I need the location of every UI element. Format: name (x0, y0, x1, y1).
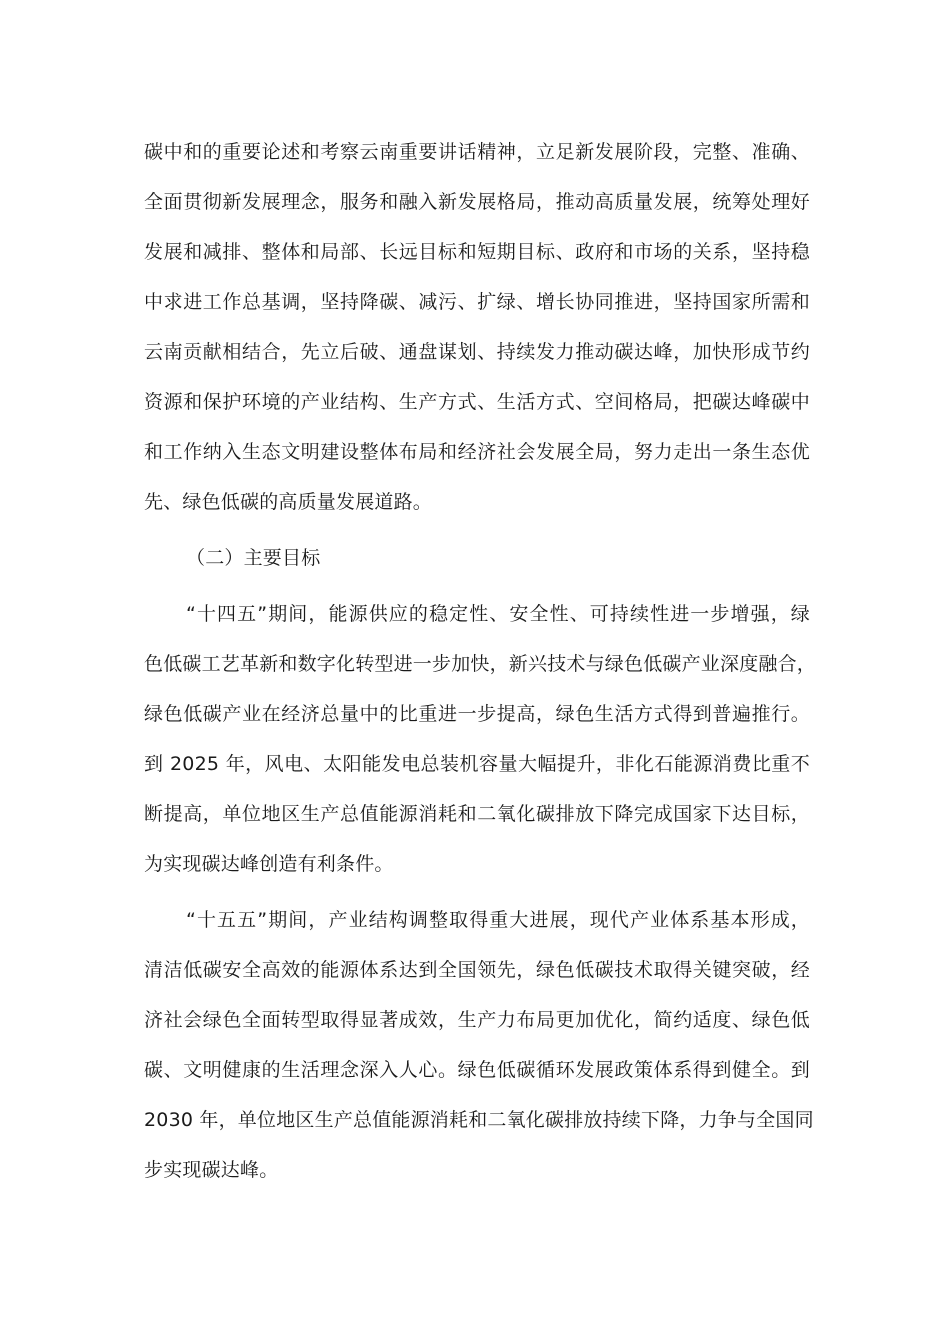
paragraph-line: 济社会绿色全面转型取得显著成效，生产力布局更加优化，简约适度、绿色低 (144, 1009, 810, 1031)
paragraph-line: “十五五”期间，产业结构调整取得重大进展，现代产业体系基本形成， (186, 909, 810, 931)
paragraph-guiding-thought (144, 132, 810, 532)
paragraph-14th-five-year (144, 594, 817, 894)
paragraph-line: 资源和保护环境的产业结构、生产方式、生活方式、空间格局，把碳达峰碳中 (144, 391, 810, 413)
paragraph-line: 全面贯彻新发展理念，服务和融入新发展格局，推动高质量发展，统筹处理好 (144, 191, 810, 213)
paragraph-line: 先、绿色低碳的高质量发展道路。 (144, 491, 433, 513)
paragraph-line: 发展和减排、整体和局部、长远目标和短期目标、政府和市场的关系，坚持稳 (144, 241, 810, 263)
paragraph-line: 绿色低碳产业在经济总量中的比重进一步提高，绿色生活方式得到普遍推行。 (144, 703, 810, 725)
paragraph-line: 为实现碳达峰创造有利条件。 (144, 853, 394, 875)
paragraph-line: 到 2025 年，风电、太阳能发电总装机容量大幅提升，非化石能源消费比重不 (144, 753, 810, 775)
paragraph-line: 碳中和的重要论述和考察云南重要讲话精神，立足新发展阶段，完整、准确、 (144, 141, 810, 163)
document-body (144, 132, 817, 1200)
paragraph-line: 云南贡献相结合，先立后破、通盘谋划、持续发力推动碳达峰，加快形成节约 (144, 341, 810, 363)
paragraph-line: 断提高，单位地区生产总值能源消耗和二氧化碳排放下降完成国家下达目标， (144, 803, 810, 825)
paragraph-line: 清洁低碳安全高效的能源体系达到全国领先，绿色低碳技术取得关键突破，经 (144, 959, 810, 981)
section-heading: （二）主要目标 (186, 547, 321, 569)
paragraph-line: 中求进工作总基调，坚持降碳、减污、扩绿、增长协同推进，坚持国家所需和 (144, 291, 810, 313)
paragraph-15th-five-year (144, 900, 814, 1200)
paragraph-line: 步实现碳达峰。 (144, 1159, 279, 1181)
paragraph-line: 2030 年，单位地区生产总值能源消耗和二氧化碳排放持续下降，力争与全国同 (144, 1109, 814, 1131)
paragraph-line: 和工作纳入生态文明建设整体布局和经济社会发展全局，努力走出一条生态优 (144, 441, 810, 463)
paragraph-line: “十四五”期间，能源供应的稳定性、安全性、可持续性进一步增强，绿 (186, 603, 810, 625)
paragraph-line: 色低碳工艺革新和数字化转型进一步加快，新兴技术与绿色低碳产业深度融合， (144, 653, 817, 675)
paragraph-line: 碳、文明健康的生活理念深入人心。绿色低碳循环发展政策体系得到健全。到 (144, 1059, 810, 1081)
